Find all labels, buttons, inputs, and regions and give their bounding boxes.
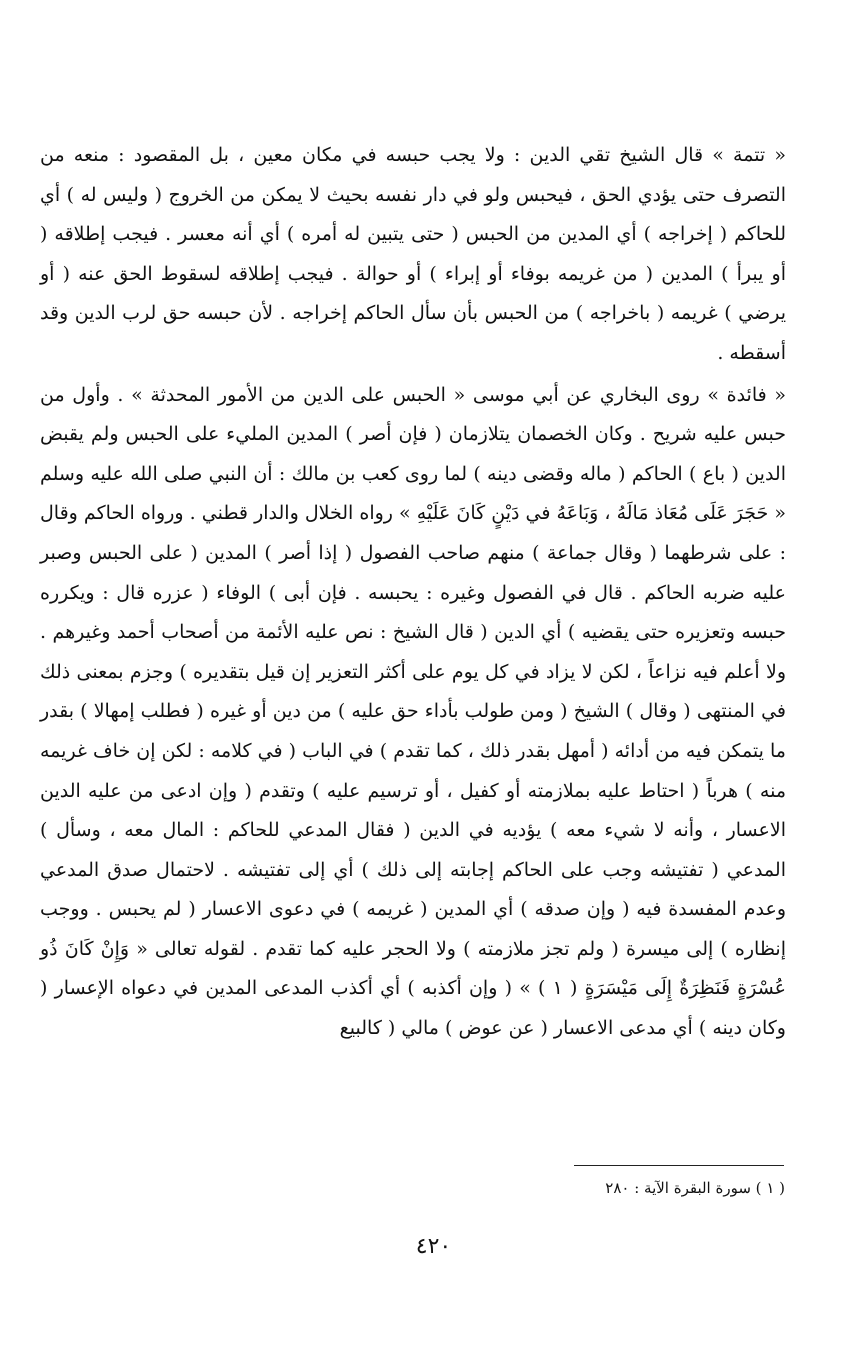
footnote: ( ١ ) سورة البقرة الآية : ٢٨٠ <box>605 1179 785 1197</box>
footnote-divider <box>574 1165 784 1166</box>
page-number: ٤٢٠ <box>415 1234 452 1259</box>
paragraph-faida: « فائدة » روى البخاري عن أبي موسى « الحبس على الدين من الأمور المحدثة » . وأول من حبس عليه شريح . وكان الخصمان يتلازمان ( فإن أصر ) المدين المليء على الحبس ولم يقبض الدين ( باع ) الحاكم ( ماله وقضى دينه ) لما روى كعب بن مالك : أن النبي صلى الله عليه وسلم « حَجَرَ عَلَى مُعَاذ مَالَهُ ، وَبَاعَهُ في دَيْنٍ كَانَ عَلَيْهِ » رواه الخلال والدار قطني . ورواه الحاكم وقال : على شرطهما ( وقال جماعة ) منهم صاحب الفصول ( إذا أصر ) المدين ( على الحبس وصبر عليه ضربه الحاكم . قال في الفصول وغيره : يحبسه . فإن أبى ) الوفاء ( عزره قال : ويكرره حبسه وتعزيره حتى يقضيه ) أي الدين ( قال الشيخ : نص عليه الأئمة من أصحاب أحمد وغيرهم . ولا أعلم فيه نزاعاً ، لكن لا يزاد في كل يوم على أكثر التعزير إن قيل بتقديره ) وجزم بمعنى ذلك في المنتهى ( وقال ) الشيخ ( ومن طولب بأداء حق عليه ) من دين أو غيره ( فطلب إمهالا ) بقدر ما يتمكن فيه من أدائه ( أمهل بقدر ذلك ، كما تقدم ) في الباب ( في كلامه : لكن إن خاف غريمه منه ) هرباً ( احتاط عليه بملازمته أو كفيل ، أو ترسيم عليه ) وتقدم ( وإن ادعى من عليه الدين الاعسار ، وأنه لا شيء معه ) يؤديه في الدين ( فقال المدعي للحاكم : المال معه ، وسأل ) المدعي ( تفتيشه وجب على الحاكم إجابته إلى ذلك ) أي إلى تفتيشه . لاحتمال صدق المدعي وعدم المفسدة فيه ( وإن صدقه ) أي المدين ( غريمه ) في دعوى الاعسار ( لم يحبس . ووجب إنظاره ) إلى ميسرة ( ولم تجز ملازمته ) ولا الحجر عليه كما تقدم . لقوله تعالى « وَإِنْ كَانَ ذُو عُسْرَةٍ فَنَظِرَةٌ إِلَى مَيْسَرَةٍ ( ١ ) » ( وإن أكذبه ) أي أكذب المدعى المدين في دعواه الإعسار ( وكان دينه ) أي مدعى الاعسار ( عن عوض ) مالي ( كالبيع <box>40 383 786 1040</box>
paragraph-tatimma: « تتمة » قال الشيخ تقي الدين : ولا يجب حبسه في مكان معين ، بل المقصود : منعه من التصرف حتى يؤدي الحق ، فيحبس ولو في دار نفسه بحيث لا يمكن من الخروج ( وليس له ) أي للحاكم ( إخراجه ) أي المدين من الحبس ( حتى يتبين له أمره ) أي أنه معسر . فيجب إطلاقه ( أو يبرأ ) المدين ( من غريمه بوفاء أو إبراء ) أو حوالة . فيجب إطلاقه لسقوط الحق عنه ( أو يرضي ) غريمه ( باخراجه ) من الحبس بأن سأل الحاكم إخراجه . لأن حبسه حق لرب الدين وقد أسقطه . <box>40 144 786 364</box>
main-text <box>40 136 786 1049</box>
